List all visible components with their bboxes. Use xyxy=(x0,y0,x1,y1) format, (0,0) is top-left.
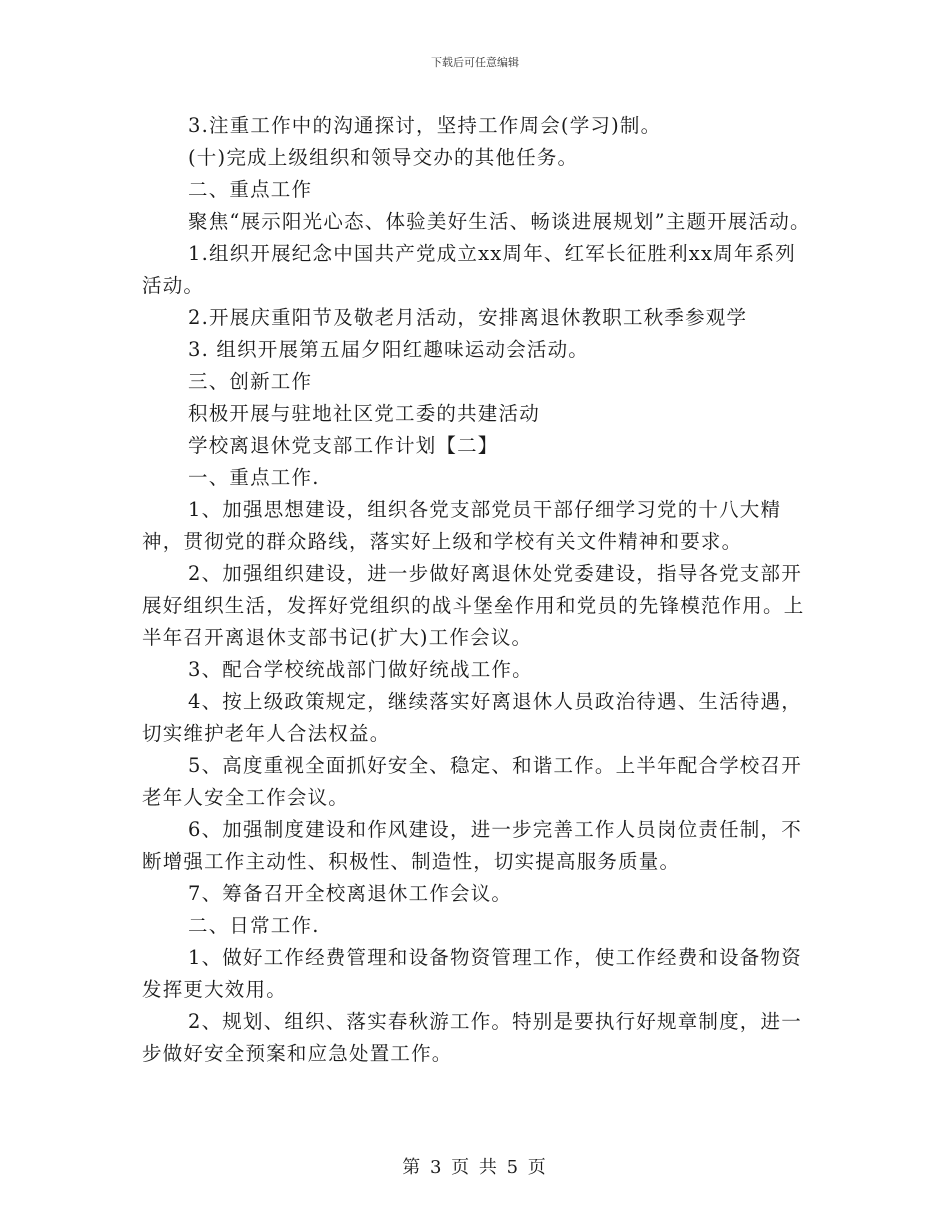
paragraph: 1.组织开展纪念中国共产党成立xx周年、红军长征胜利xx周年系列活动。 xyxy=(142,242,796,297)
paragraph: 4、按上级政策规定，继续落实好离退休人员政治待遇、生活待遇，切实维护老年人合法权益。 xyxy=(142,690,802,745)
paragraph: 1、加强思想建设，组织各党支部党员干部仔细学习党的十八大精神，贯彻党的群众路线，落实好上级和学校有关文件精神和要求。 xyxy=(142,498,782,553)
paragraph: 3. 组织开展第五届夕阳红趣味运动会活动。 xyxy=(188,338,590,361)
paragraph: 聚焦“展示阳光心态、体验美好生活、畅谈进展规划”主题开展活动。 xyxy=(188,210,811,233)
paragraph: (十)完成上级组织和领导交办的其他任务。 xyxy=(188,146,579,169)
paragraph: 3、配合学校统战部门做好统战工作。 xyxy=(188,658,533,681)
section-heading: 一、重点工作. xyxy=(188,466,320,489)
paragraph: 积极开展与驻地社区党工委的共建活动 xyxy=(188,402,540,425)
paragraph: 2、加强组织建设，进一步做好离退休处党委建设，指导各党支部开展好组织生活，发挥好党组织的战斗堡垒作用和党员的先锋模范作用。上半年召开离退休支部书记(扩大)工作会议。 xyxy=(142,562,805,649)
paragraph: 2.开展庆重阳节及敬老月活动，安排离退休教职工秋季参观学 xyxy=(188,306,748,329)
paragraph: 6、加强制度建设和作风建设，进一步完善工作人员岗位责任制，不断增强工作主动性、积极性、制造性，切实提高服务质量。 xyxy=(142,818,802,873)
section-heading: 三、创新工作 xyxy=(188,370,313,393)
section-heading: 二、日常工作. xyxy=(188,914,320,937)
page-header-note: 下载后可任意编辑 xyxy=(431,56,519,69)
paragraph: 7、筹备召开全校离退休工作会议。 xyxy=(188,882,513,905)
section-heading: 二、重点工作 xyxy=(188,178,313,201)
page-number: 第 3 页 共 5 页 xyxy=(402,1157,548,1178)
document-subtitle: 学校离退休党支部工作计划【二】 xyxy=(188,434,499,457)
paragraph: 3.注重工作中的沟通探讨，坚持工作周会(学习)制。 xyxy=(188,114,662,137)
paragraph: 1、做好工作经费管理和设备物资管理工作，使工作经费和设备物资发挥更大效用。 xyxy=(142,946,802,1001)
paragraph: 2、规划、组织、落实春秋游工作。特别是要执行好规章制度，进一步做好安全预案和应急处置工作。 xyxy=(142,1010,802,1065)
paragraph: 5、高度重视全面抓好安全、稳定、和谐工作。上半年配合学校召开老年人安全工作会议。 xyxy=(142,754,802,809)
document-body xyxy=(142,110,812,1070)
